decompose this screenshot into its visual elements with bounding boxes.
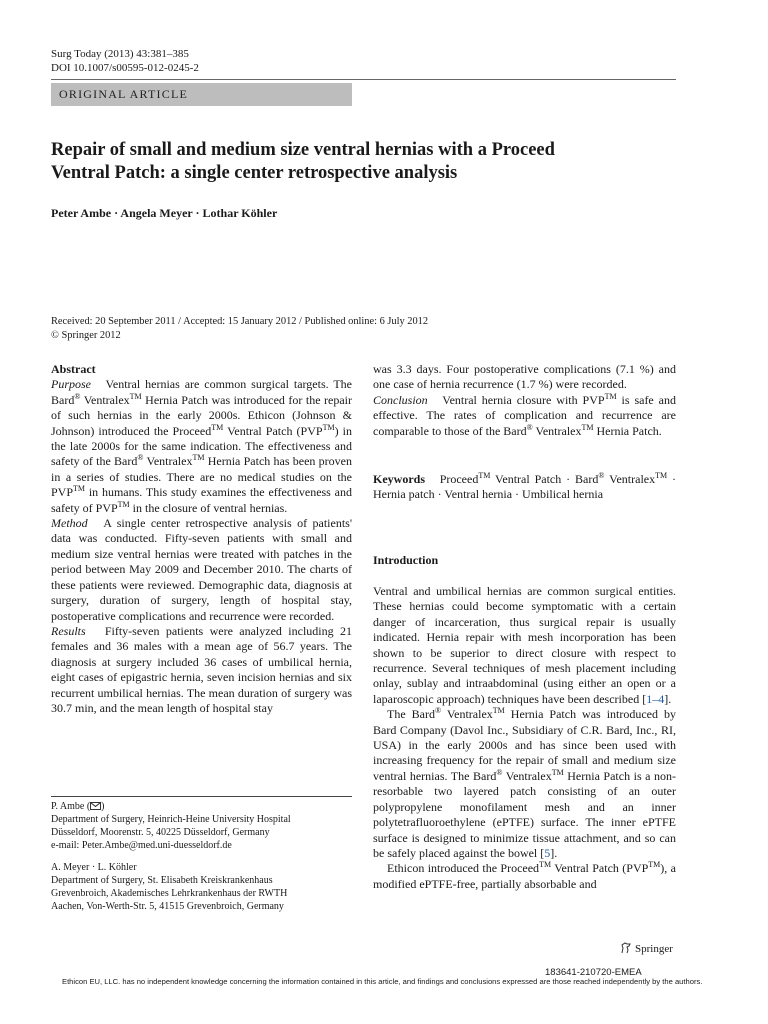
intro-text: Ventral Patch (PVP [554,861,649,876]
tm-mark: TM [539,860,552,870]
publisher-mark [620,942,673,955]
intro-text: Ventralex [505,768,552,783]
copyright: © Springer 2012 [51,330,121,341]
abstract-heading: Abstract [51,362,96,376]
purpose-text: Hernia Patch was introduced for the repair of such hernias in the early 2000s. Ethicon (Johnson & Johnson) introduced the Proceed [51,392,353,438]
method-text: A single center retrospective analysis of patients' data was conducted. Fifty-seven patients with small and medium size ventral hernias were treated with patches in the period between May 2009 and December 2010. The charts of these patients were reviewed. Demographic data, diagnosis at surgery, duration of surgery, length of hospital stay, postoperative complications and recurrence were recorded. [51,516,352,623]
tm-mark: TM [117,499,130,509]
tm-mark: TM [192,453,205,463]
purpose-text: in humans. This study examines the effectiveness and safety of PVP [51,485,352,515]
results-continued: was 3.3 days. Four postoperative complications (7.1 %) and one case of hernia recurrence (1.7 %) were recorded. [373,362,676,392]
abstract-left-column [51,362,352,716]
springer-horse-icon [620,942,632,954]
tm-mark: TM [655,471,668,480]
keyword-text: Ventral Patch · Bard [495,472,599,486]
affiliation-line: Department of Surgery, St. Elisabeth Kreiskrankenhaus [51,875,273,886]
intro-text: Ethicon introduced the Proceed [387,861,540,876]
keyword-text: · Hernia patch · Ventral hernia · Umbilical hernia [373,472,677,502]
tm-mark: TM [322,422,335,432]
tm-mark: TM [478,471,491,480]
tm-mark: TM [604,391,617,401]
abstract-method [51,516,352,624]
affiliation-rule [51,796,352,797]
method-label: Method [51,516,88,531]
title-line-2: Ventral Patch: a single center retrospective analysis [51,163,458,183]
affiliation-line: Grevenbroich, Akademisches Lehrkrankenhaus der RWTH [51,888,288,899]
intro-paragraph-2 [373,707,676,861]
tm-mark: TM [581,422,594,432]
conclusion-text: Ventralex [535,423,582,438]
abstract-results [51,624,352,716]
doi: DOI 10.1007/s00595-012-0245-2 [51,62,199,74]
purpose-text: Ventral Patch (PVP [227,423,323,438]
keywords [373,472,676,503]
document-code: 183641-210720-EMEA [545,967,642,978]
reg-mark: ® [137,453,144,463]
reg-mark: ® [434,706,442,716]
affiliation-line: Düsseldorf, Moorenstr. 5, 40225 Düsseldorf, Germany [51,827,270,838]
abstract-conclusion [373,393,676,439]
section-label: ORIGINAL ARTICLE [59,87,189,101]
affiliation-2 [51,861,352,913]
intro-text: ]. [550,845,558,860]
date-line: Received: 20 September 2011 / Accepted: 15 January 2012 / Published online: 6 July 2012 [51,316,429,327]
intro-text: ]. [664,691,672,706]
affiliations [51,800,352,922]
intro-paragraph-3 [373,861,676,892]
purpose-text: Ventral hernias are common surgical targets. The Bard [51,377,352,407]
purpose-label: Purpose [51,377,91,392]
journal-citation: Surg Today (2013) 43:381–385 [51,48,189,60]
intro-text: Hernia Patch is a non-resorbable two layered patch consisting of an outer polypropylene monofilament mesh and an inner polytetrafluoroethylene (ePTFE) surface. The inner ePTFE surface is designed to minimize tissue attachment, and so can be safely placed against the bowel [ [373,768,677,860]
section-banner [51,83,352,106]
abstract-purpose [51,377,352,516]
affiliation-1 [51,800,352,852]
purpose-text: Hernia Patch has been proven in a series of studies. There are no medical studies on the PVP [51,454,352,500]
reg-mark: ® [526,422,533,432]
intro-text: ), a modified ePTFE-free, partially absorbable and [373,861,676,891]
keyword-text: Proceed [439,472,479,486]
reg-mark: ® [598,471,605,480]
conclusion-label: Conclusion [373,392,428,407]
affiliation-line: Aachen, Von-Werth-Str. 5, 41515 Grevenbroich, Germany [51,901,284,912]
purpose-text: ) in the late 2000s for the same indication. The effectiveness and safety of the Bard [51,423,352,469]
conclusion-text: Hernia Patch. [596,423,662,438]
tm-mark: TM [551,767,564,777]
conclusion-text: is safe and effective. The rates of complication and recurrence are comparable to those of the Bard [373,392,677,438]
intro-text: Hernia Patch was introduced by Bard Company (Davol Inc., Subsidiary of C.R. Bard, Inc., RI, USA) in the early 2000s and has since been used with increasing frequency for the repair of small and medium size ventral hernias. The Bard [373,707,676,783]
publication-dates [51,315,428,343]
purpose-text: Ventralex [83,392,130,407]
email[interactable]: e-mail: Peter.Ambe@med.uni-duesseldorf.de [51,840,232,851]
tm-mark: TM [492,706,505,716]
results-text: Fifty-seven patients were analyzed including 21 females and 36 males with a mean age of 56.7 years. The diagnosis at surgery included 36 cases of umbilical hernia, eight cases of epigastric hernia, seven incision hernias and six recurrent umbilical hernias. The mean duration of surgery was 30.7 min, and the mean length of hospital stay [51,623,353,715]
keywords-label: Keywords [373,472,425,486]
intro-text: Ventralex [446,707,493,722]
author-name: A. Meyer · L. Köhler [51,862,137,873]
tm-mark: TM [211,422,224,432]
keyword-text: Ventralex [609,472,656,486]
journal-header [51,47,199,75]
introduction-body [373,584,676,892]
results-label: Results [51,623,86,638]
reg-mark: ® [496,767,503,777]
reg-mark: ® [74,391,81,401]
tm-mark: TM [73,484,86,494]
author-name-end: ) [101,801,105,812]
purpose-text: in the closure of ventral hernias. [132,500,288,515]
intro-text: The Bard [387,707,435,722]
introduction-heading: Introduction [373,553,439,567]
tm-mark: TM [129,391,142,401]
conclusion-text: Ventral hernia closure with PVP [442,392,605,407]
intro-paragraph-1 [373,584,676,707]
abstract-right-column [373,362,676,439]
affiliation-line: Department of Surgery, Heinrich-Heine University Hospital [51,814,291,825]
citation-link[interactable]: 1–4 [646,691,665,706]
envelope-icon [90,802,101,810]
header-rule [51,79,676,80]
publisher-name: Springer [635,943,673,955]
tm-mark: TM [648,860,661,870]
intro-text: Ventral and umbilical hernias are common surgical entities. These hernias could become symptomatic with a certain danger of incarceration, thus surgical repair is usually indicated. Hernia repair with mesh incorporation has been shown to be superior to direct closure with respect to recurrence. Several techniques of mesh placement including onlay, sublay and intraabdominal (using either an open or a laparoscopic approach) techniques have been described [ [373,584,676,706]
purpose-text: Ventralex [146,454,193,469]
title-line-1: Repair of small and medium size ventral hernias with a Proceed [51,140,555,160]
citation-link[interactable]: 5 [544,845,551,860]
author-list: Peter Ambe · Angela Meyer · Lothar Köhler [51,206,278,220]
article-title [51,139,691,185]
author-name: P. Ambe ( [51,801,91,812]
disclaimer: Ethicon EU, LLC. has no independent knowledge concerning the information contained in this article, and findings and conclusions expressed are those reached independently by the authors. [62,977,703,986]
